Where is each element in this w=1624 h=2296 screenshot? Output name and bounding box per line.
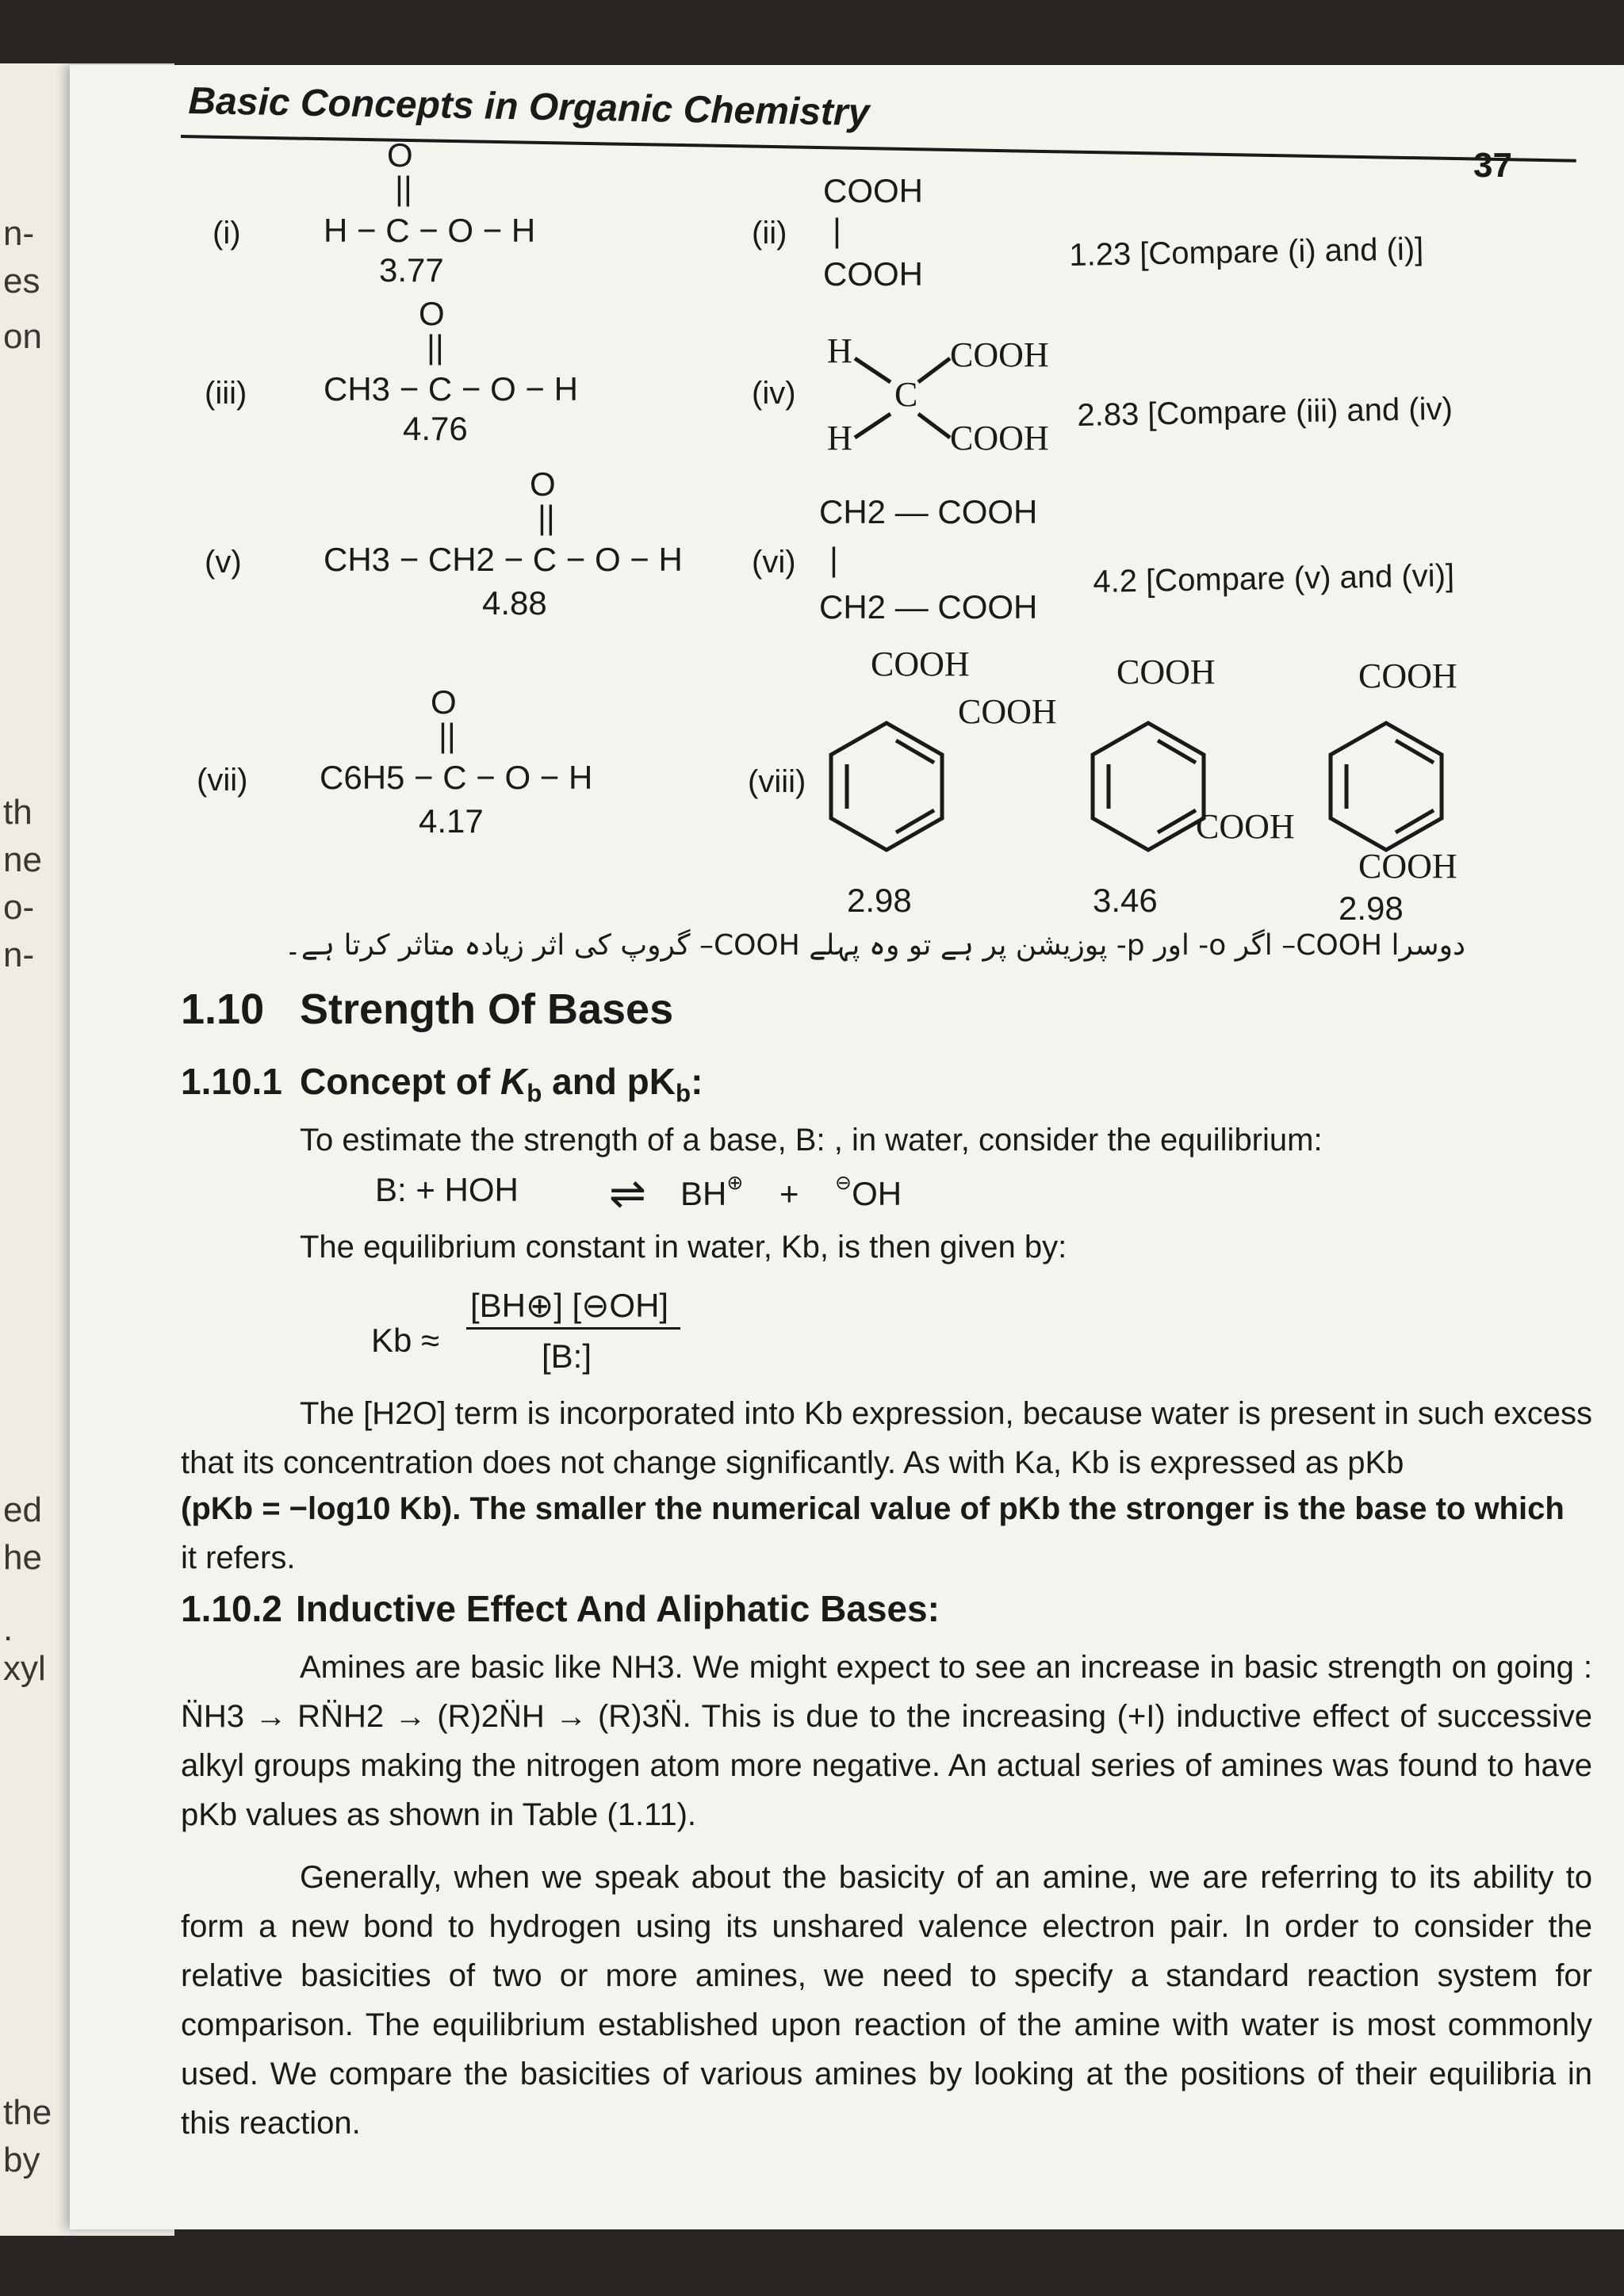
double-bond: || [538,499,555,536]
item-number: (iv) [752,376,796,411]
pka-value: 4.17 [419,802,484,840]
cooh-group: COOH [950,335,1049,374]
kb-numerator: [BH⊕] [⊖OH] [470,1287,669,1324]
benzene-ring-ortho [831,723,942,850]
margin-fragment: ed [3,1490,42,1529]
benzene-ring-meta [1093,723,1204,850]
item-number: (vii) [197,763,248,798]
item-number: (ii) [752,216,787,251]
malonic-bonds [855,358,958,438]
subsection-title: Concept of $K_b$ and $pK_b$: [300,1061,703,1108]
item-number: (iii) [205,376,247,411]
double-bond: || [395,170,412,207]
h-atom: H [827,331,852,370]
carbonyl-oxygen: O [431,683,457,721]
cooh-group: COOH [1196,807,1295,846]
equilibrium-plus: + [779,1175,799,1212]
pka-value: 2.98 [1339,890,1404,927]
cooh-group: COOH [950,419,1049,457]
oxalic-bottom: COOH [823,255,923,293]
benzoic-acid-formula: C6H5 − C − O − H [320,759,593,796]
cooh-group: COOH [1116,652,1216,691]
margin-fragment: the [3,2093,52,2132]
fraction-bar [466,1327,680,1330]
carbonyl-oxygen: O [387,136,413,174]
double-bond: || [439,717,456,754]
margin-fragment: th [3,793,33,832]
cooh-group: COOH [1358,656,1457,695]
cooh-group: COOH [1358,847,1457,886]
kb-intro: The equilibrium constant in water, Kb, is then given by: [300,1230,1067,1265]
propanoic-acid-formula: CH3 − CH2 − C − O − H [324,541,683,578]
margin-fragment: xyl [3,1649,46,1688]
single-bond: | [829,541,838,578]
margin-fragment: n- [3,214,35,253]
subsection-number: 1.10.1 [181,1061,282,1102]
double-bond: || [427,328,444,365]
item-number: (i) [213,216,241,251]
paragraph: Generally, when we speak about the basicity of an amine, we are referring to its ability to form a new bond to hydrogen using its unshared valence electron pair. In order to consider the relative basicities of two or more amines, we need to specify a standard reaction system for comparison. The equilibrium established upon reaction of the amine with water is most commonly used. We compare the basicities of various amines by looking at the positions of their equilibria in this reaction. [181,1860,1592,2141]
pka-value: 4.88 [482,584,547,622]
margin-fragment: . [3,1609,13,1648]
paragraph: The [H2O] term is incorporated into Kb expression, because water is present in such excess that its concentration does not change significantly. As with Ka, Kb is expressed as pKb [181,1396,1592,1480]
margin-fragment: by [3,2141,40,2179]
item-number: (viii) [748,764,806,799]
margin-fragment: ne [3,840,42,879]
pka-value: 3.77 [379,251,444,289]
margin-fragment: es [3,262,40,300]
margin-fragment: he [3,1538,42,1577]
pka-value: 3.46 [1093,882,1158,919]
carbonyl-oxygen: O [419,295,445,332]
equilibrium-arrow: ⇌ [609,1168,646,1218]
pka-value: 2.98 [847,882,912,919]
section-number: 1.10 [181,985,265,1033]
succinic-top: CH2 — COOH [819,493,1038,530]
margin-fragment: on [3,317,42,356]
compare-note: 2.83 [Compare (iii) and (iv) [1077,391,1454,433]
paragraph-bold: (pKb = −log10 Kb). The smaller the numerical value of pKb the stronger is the base to which [181,1491,1565,1526]
equilibrium-product: BH⊕ [680,1172,744,1213]
central-carbon: C [894,375,918,414]
section-title: Strength Of Bases [300,985,674,1033]
subsection-title: Inductive Effect And Aliphatic Bases: [296,1588,940,1629]
margin-fragment: n- [3,936,35,974]
intro-text: To estimate the strength of a base, B: , in water, consider the equilibrium: [300,1123,1323,1158]
margin-fragment: o- [3,888,35,927]
acetic-acid-formula: CH3 − C − O − H [324,370,578,408]
benzene-ring-para [1331,723,1442,850]
single-bond: | [833,212,841,249]
pka-value: 4.76 [403,410,468,447]
paragraph: Amines are basic like NH3. We might expect to see an increase in basic strength on going : N̈H3 → RN̈H2 → (R)2N̈H → (R)3N̈. This is due to the increasing (+I) inductive effect of successive alkyl groups making the nitrogen atom more negative. An actual series of amines was found to have pKb values as shown in Table (1.11). [181,1650,1592,1832]
page-number: 37 [1473,146,1512,185]
formic-acid-formula: H − C − O − H [324,212,536,249]
oxalic-top: COOH [823,172,923,209]
succinic-bottom: CH2 — COOH [819,588,1038,626]
carbonyl-oxygen: O [530,465,556,503]
kb-denominator: [B:] [542,1337,592,1375]
running-header: Basic Concepts in Organic Chemistry [188,79,870,134]
compare-note: 1.23 [Compare (i) and (i)] [1069,232,1424,273]
cooh-group: COOH [958,692,1057,731]
hydroxide: ⊖OH [835,1172,902,1213]
subsection-number: 1.10.2 [181,1588,282,1629]
equilibrium-left: B: + HOH [375,1171,519,1208]
item-number: (vi) [752,545,796,580]
urdu-note: دوسرا COOH– اگر o- اور p- پوزیشن پر ہے تو وہ پہلے COOH– گروپ کی اثر زیادہ متاثر کرتا ہے۔ [284,929,1465,962]
compare-note: 4.2 [Compare (v) and (vi)] [1093,558,1455,599]
cooh-group: COOH [871,645,970,683]
paragraph-end: it refers. [181,1540,296,1575]
kb-symbol: Kb ≈ [371,1322,440,1359]
item-number: (v) [205,545,242,580]
h-atom: H [827,419,852,457]
book-page [70,65,1624,2229]
